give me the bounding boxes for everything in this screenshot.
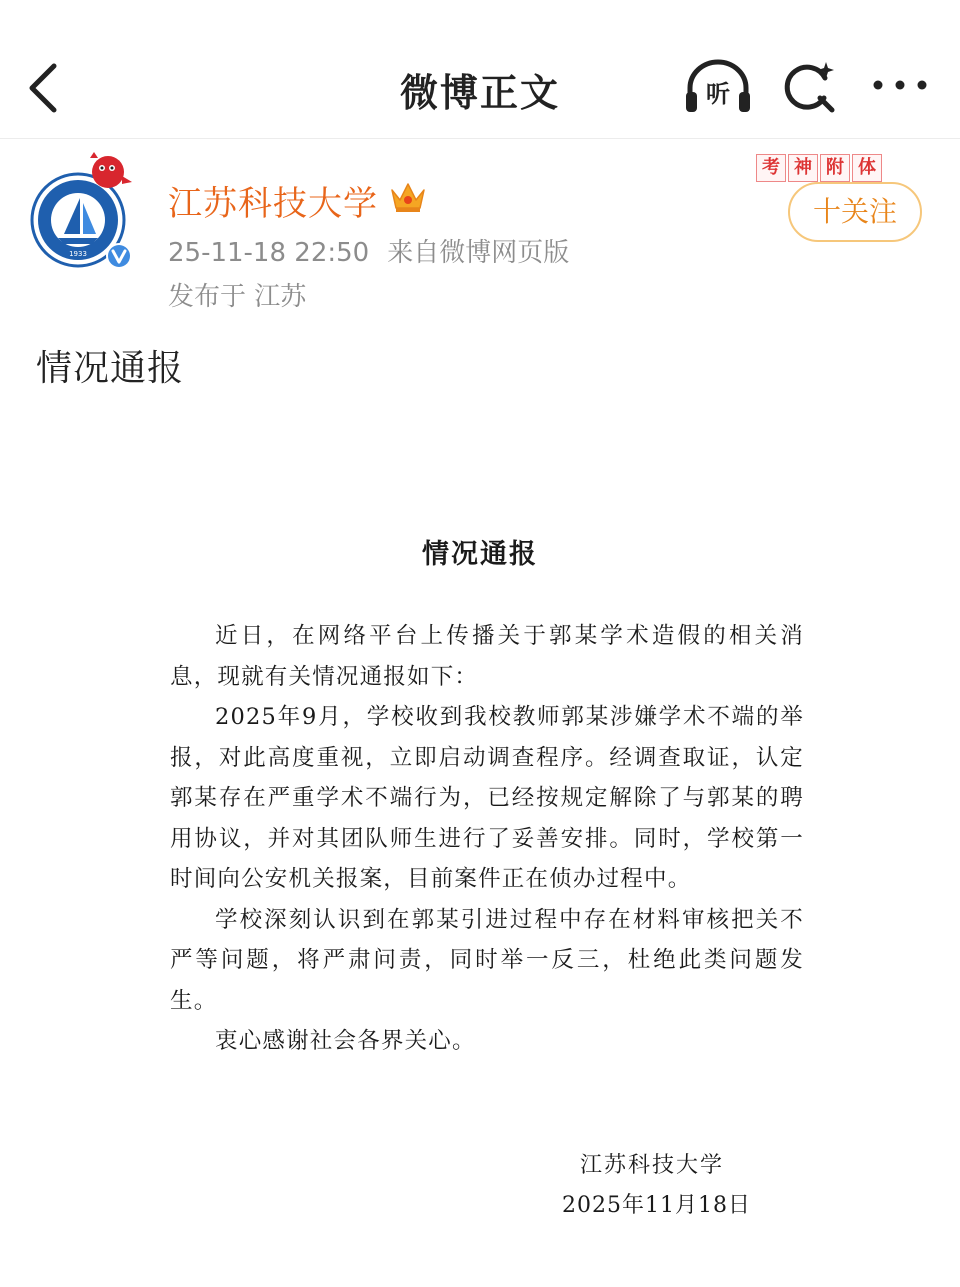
document-paragraph: 近日，在网络平台上传播关于郭某学术造假的相关消息，现就有关情况通报如下： (170, 623, 804, 690)
stamp-char: 体 (852, 154, 882, 182)
post-source: 来自微博网页版 (387, 238, 570, 268)
mascot-icon (90, 152, 132, 188)
author-name[interactable]: 江苏科技大学 (168, 184, 378, 224)
post-text: 情况通报 (36, 348, 185, 389)
svg-text:1933: 1933 (69, 250, 87, 258)
document-paragraph: 2025年9月，学校收到我校教师郭某涉嫌学术不端的举报，对此高度重视，立即启动调查程序。经调查取证，认定郭某存在严重学术不端行为，已经按规定解除了与郭某的聘用协议，并对其团队师生进行了妥善安排。同时，学校第一时间向公安机关报案，目前案件正在侦办过程中。 (170, 704, 804, 892)
ai-search-button[interactable] (780, 58, 840, 118)
more-button[interactable] (870, 70, 930, 100)
stamp-char: 神 (788, 154, 818, 182)
stamp-char: 考 (756, 154, 786, 182)
attached-document-image[interactable] (0, 420, 960, 1287)
top-nav-bar (0, 0, 960, 139)
document-signature: 江苏科技大学 (580, 1153, 725, 1178)
crown-icon (388, 178, 428, 214)
stamp-tag (756, 154, 882, 180)
author-avatar[interactable] (28, 148, 140, 272)
listen-label: 听 (706, 80, 730, 108)
follow-button[interactable]: 十关注 (788, 182, 922, 242)
post-location: 发布于 江苏 (168, 282, 307, 312)
stamp-char: 附 (820, 154, 850, 182)
document-date: 2025年11月18日 (562, 1193, 751, 1218)
page-title: 微博正文 (399, 71, 560, 115)
more-dots-icon (870, 70, 930, 100)
verified-v-icon (106, 243, 132, 269)
post-timestamp: 25-11-18 22:50 (168, 238, 370, 268)
document-title: 情况通报 (422, 539, 538, 570)
document-paragraph: 学校深刻认识到在郭某引进过程中存在材料审核把关不严等问题，将严肃问责，同时举一反三，杜绝此类问题发生。 (170, 906, 804, 1014)
document-paragraph: 衷心感谢社会各界关心。 (215, 1028, 476, 1054)
listen-button[interactable] (684, 58, 752, 114)
document-body (170, 616, 804, 1062)
ai-search-icon (780, 58, 840, 118)
post-meta (168, 232, 569, 269)
